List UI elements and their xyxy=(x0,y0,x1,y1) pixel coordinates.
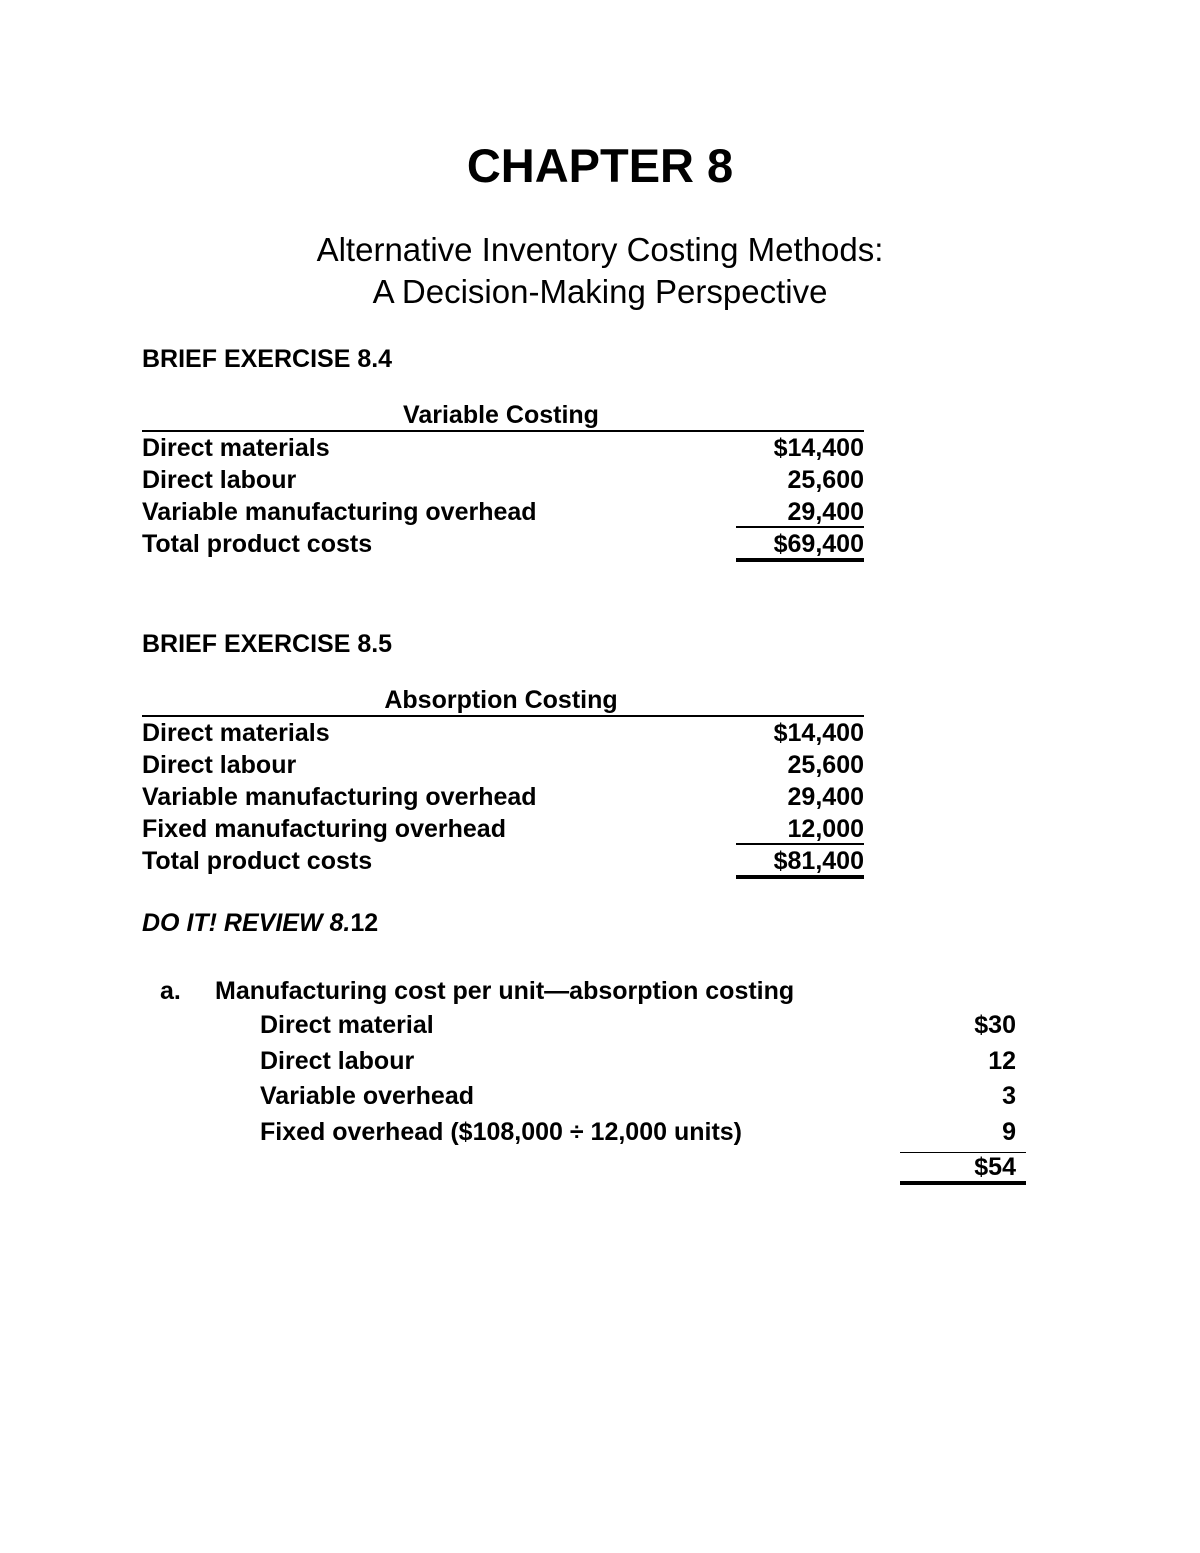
variable-costing-table xyxy=(142,400,864,560)
list-item xyxy=(160,1115,1026,1151)
table-row-total xyxy=(142,528,864,560)
amount-value: $30 xyxy=(974,1011,1016,1039)
row-amount xyxy=(736,781,864,813)
item-amount xyxy=(900,1115,1026,1150)
amount-value: $14,400 xyxy=(773,719,864,747)
amount-value: 29,400 xyxy=(787,783,864,811)
part-a-heading xyxy=(160,974,1026,1008)
table-caption xyxy=(142,685,864,717)
list-item-total xyxy=(160,1150,1026,1186)
list-item xyxy=(160,1044,1026,1080)
row-amount xyxy=(736,528,864,562)
row-label: Total product costs xyxy=(142,847,373,875)
part-a-cost-schedule xyxy=(160,974,1026,1186)
row-label: Variable manufacturing overhead xyxy=(142,498,537,526)
list-item xyxy=(160,1008,1026,1044)
brief-exercise-8-5-heading: BRIEF EXERCISE 8.5 xyxy=(142,630,393,658)
row-amount xyxy=(736,496,864,528)
part-heading-text: Manufacturing cost per unit—absorption costing xyxy=(215,977,795,1005)
do-it-review-prefix: DO IT! REVIEW 8. xyxy=(142,909,351,937)
do-it-review-heading xyxy=(142,908,378,938)
item-amount xyxy=(900,1008,1026,1043)
row-amount xyxy=(736,464,864,496)
amount-total-value: $69,400 xyxy=(736,530,864,562)
row-label: Fixed manufacturing overhead xyxy=(142,815,506,843)
do-it-review-number: 12 xyxy=(350,909,379,937)
row-label: Total product costs xyxy=(142,530,373,558)
item-amount xyxy=(900,1150,1026,1185)
table-row-total xyxy=(142,845,864,877)
chapter-subtitle-line-1: Alternative Inventory Costing Methods: xyxy=(316,231,884,268)
chapter-title: CHAPTER 8 xyxy=(466,139,734,192)
row-label: Direct labour xyxy=(142,751,297,779)
amount-value: $14,400 xyxy=(773,434,864,462)
row-amount xyxy=(736,717,864,749)
item-label: Direct labour xyxy=(260,1046,415,1075)
table-row xyxy=(142,717,864,749)
amount-value: 29,400 xyxy=(736,498,864,528)
row-amount xyxy=(736,813,864,845)
row-amount xyxy=(736,432,864,464)
table-row xyxy=(142,464,864,496)
part-letter: a. xyxy=(160,977,181,1005)
row-amount xyxy=(736,749,864,781)
item-amount xyxy=(900,1044,1026,1079)
row-label: Direct materials xyxy=(142,719,330,747)
amount-value: 25,600 xyxy=(787,751,864,779)
item-label: Direct material xyxy=(260,1011,434,1039)
amount-total-value: $54 xyxy=(900,1152,1026,1185)
amount-value: 25,600 xyxy=(787,466,864,494)
amount-total-value: $81,400 xyxy=(736,847,864,879)
table-row xyxy=(142,496,864,528)
amount-value: 12 xyxy=(988,1046,1016,1075)
row-amount xyxy=(736,845,864,879)
table-row xyxy=(142,813,864,845)
item-amount xyxy=(900,1079,1026,1114)
variable-costing-caption: Variable Costing xyxy=(403,401,599,429)
absorption-costing-caption: Absorption Costing xyxy=(384,686,618,714)
item-label: Fixed overhead ($108,000 ÷ 12,000 units) xyxy=(260,1117,743,1146)
table-caption xyxy=(142,400,864,432)
table-row xyxy=(142,781,864,813)
amount-value: 9 xyxy=(1002,1117,1016,1146)
absorption-costing-table xyxy=(142,685,864,877)
row-label: Direct labour xyxy=(142,466,297,494)
item-label: Variable overhead xyxy=(260,1082,475,1110)
table-row xyxy=(142,749,864,781)
brief-exercise-8-4-heading: BRIEF EXERCISE 8.4 xyxy=(142,345,393,373)
list-item xyxy=(160,1079,1026,1115)
chapter-subtitle-line-2: A Decision-Making Perspective xyxy=(372,273,828,310)
amount-value: 3 xyxy=(1002,1082,1016,1110)
row-label: Variable manufacturing overhead xyxy=(142,783,537,811)
table-row xyxy=(142,432,864,464)
amount-value: 12,000 xyxy=(736,815,864,845)
row-label: Direct materials xyxy=(142,434,330,462)
